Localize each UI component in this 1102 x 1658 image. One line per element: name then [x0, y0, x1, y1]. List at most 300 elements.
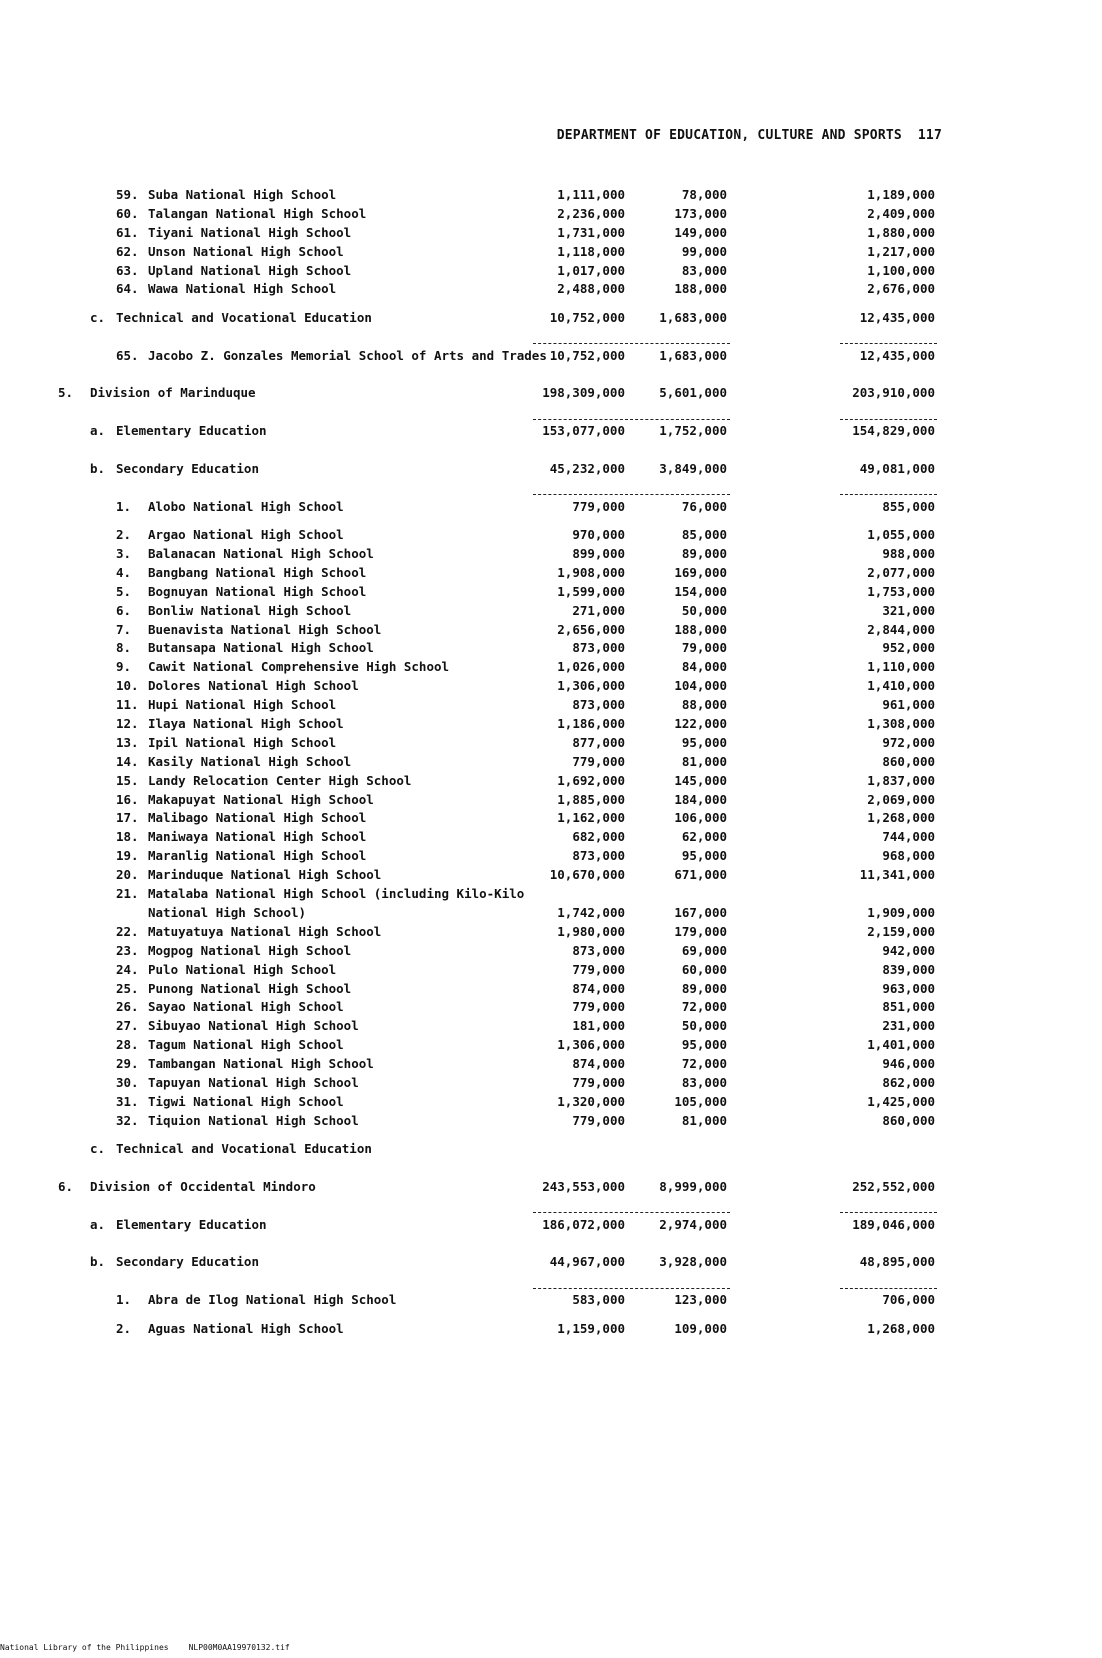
amount-column-1: 1,306,000 — [557, 1037, 625, 1053]
amount-total: 2,077,000 — [867, 564, 935, 580]
amount-column-2: 149,000 — [674, 224, 727, 240]
row-number: 2. — [116, 527, 132, 543]
table-row — [0, 545, 1102, 564]
amount-column-1: 10,752,000 — [549, 309, 625, 325]
row-number: 1. — [116, 498, 132, 514]
amount-column-2: 60,000 — [681, 961, 727, 977]
row-label: Secondary Education — [116, 460, 259, 476]
amount-column-2: 50,000 — [681, 602, 727, 618]
row-label: Balanacan National High School — [148, 546, 374, 562]
row-label: Technical and Vocational Education — [116, 1141, 372, 1157]
amount-total: 12,435,000 — [859, 309, 935, 325]
row-number: 29. — [116, 1056, 139, 1072]
table-row — [0, 791, 1102, 810]
row-number: 12. — [116, 716, 139, 732]
row-number: 65. — [116, 347, 139, 363]
row-label: Butansapa National High School — [148, 640, 374, 656]
row-number: 1. — [116, 1292, 132, 1308]
amount-total: 321,000 — [882, 602, 935, 618]
row-label: Kasily National High School — [148, 753, 352, 769]
amount-column-1: 153,077,000 — [542, 423, 625, 439]
row-number: 24. — [116, 961, 139, 977]
amount-column-2: 85,000 — [681, 527, 727, 543]
amount-column-1: 1,320,000 — [557, 1093, 625, 1109]
table-row — [0, 923, 1102, 942]
row-label: Matuyatuya National High School — [148, 923, 382, 939]
amount-column-1: 873,000 — [572, 848, 625, 864]
amount-total: 1,753,000 — [867, 583, 935, 599]
amount-column-1: 243,553,000 — [542, 1178, 625, 1194]
row-label: Tapuyan National High School — [148, 1074, 359, 1090]
row-label: Pulo National High School — [148, 961, 337, 977]
amount-total: 2,069,000 — [867, 791, 935, 807]
row-label: Malibago National High School — [148, 810, 367, 826]
amount-column-1: 899,000 — [572, 546, 625, 562]
amount-column-1: 1,026,000 — [557, 659, 625, 675]
row-label: Mogpog National High School — [148, 942, 352, 958]
amount-total: 2,159,000 — [867, 923, 935, 939]
page-footer — [0, 1643, 310, 1652]
table-row — [0, 621, 1102, 640]
amount-total: 860,000 — [882, 753, 935, 769]
row-number: 5. — [58, 385, 74, 401]
table-row — [0, 998, 1102, 1017]
table-row — [0, 809, 1102, 828]
table-row — [0, 677, 1102, 696]
amount-column-1: 1,159,000 — [557, 1320, 625, 1336]
amount-total: 1,055,000 — [867, 527, 935, 543]
row-label: Tiquion National High School — [148, 1112, 359, 1128]
row-label: Ilaya National High School — [148, 716, 344, 732]
amount-total: 252,552,000 — [852, 1178, 935, 1194]
row-label: Alobo National High School — [148, 498, 344, 514]
row-label: Punong National High School — [148, 980, 352, 996]
amount-column-1: 779,000 — [572, 961, 625, 977]
amount-total: 1,410,000 — [867, 678, 935, 694]
row-number: 16. — [116, 791, 139, 807]
amount-column-1: 583,000 — [572, 1292, 625, 1308]
row-label: Wawa National High School — [148, 281, 337, 297]
row-number: 15. — [116, 772, 139, 788]
table-row — [0, 1282, 1102, 1320]
row-number: 31. — [116, 1093, 139, 1109]
amount-column-2: 83,000 — [681, 262, 727, 278]
row-number: 23. — [116, 942, 139, 958]
amount-column-2: 167,000 — [674, 904, 727, 920]
row-number: 5. — [116, 583, 132, 599]
amount-total: 860,000 — [882, 1112, 935, 1128]
table-row — [0, 564, 1102, 583]
amount-total: 839,000 — [882, 961, 935, 977]
amount-column-2: 69,000 — [681, 942, 727, 958]
row-label: Marinduque National High School — [148, 867, 382, 883]
amount-total: 1,401,000 — [867, 1037, 935, 1053]
row-label: Elementary Education — [116, 1216, 267, 1232]
table-row — [0, 243, 1102, 262]
amount-column-1: 1,306,000 — [557, 678, 625, 694]
amount-column-2: 109,000 — [674, 1320, 727, 1336]
amount-column-1: 45,232,000 — [549, 460, 625, 476]
amount-column-2: 89,000 — [681, 980, 727, 996]
row-label: Elementary Education — [116, 423, 267, 439]
table-row — [0, 299, 1102, 337]
row-number: 14. — [116, 753, 139, 769]
amount-column-1: 779,000 — [572, 1074, 625, 1090]
amount-column-2: 84,000 — [681, 659, 727, 675]
amount-column-2: 81,000 — [681, 753, 727, 769]
table-row — [0, 526, 1102, 545]
table-row — [0, 980, 1102, 999]
table-row — [0, 413, 1102, 451]
row-number: 25. — [116, 980, 139, 996]
table-row — [0, 1093, 1102, 1112]
amount-column-2: 105,000 — [674, 1093, 727, 1109]
amount-column-1: 682,000 — [572, 829, 625, 845]
amount-total: 1,308,000 — [867, 716, 935, 732]
table-row — [0, 961, 1102, 980]
row-number: 17. — [116, 810, 139, 826]
table-row — [0, 1320, 1102, 1339]
amount-column-1: 779,000 — [572, 1112, 625, 1128]
amount-column-2: 123,000 — [674, 1292, 727, 1308]
amount-column-1: 10,670,000 — [549, 867, 625, 883]
amount-total: 952,000 — [882, 640, 935, 656]
page-number: 117 — [917, 128, 942, 143]
table-row — [0, 205, 1102, 224]
amount-total: 1,909,000 — [867, 904, 935, 920]
row-number: 8. — [116, 640, 132, 656]
row-number: c. — [90, 309, 106, 325]
table-row — [0, 639, 1102, 658]
amount-total: 706,000 — [882, 1292, 935, 1308]
amount-total: 189,046,000 — [852, 1216, 935, 1232]
amount-total: 942,000 — [882, 942, 935, 958]
row-number: c. — [90, 1141, 106, 1157]
row-number: 30. — [116, 1074, 139, 1090]
amount-column-1: 44,967,000 — [549, 1254, 625, 1270]
table-row — [0, 1055, 1102, 1074]
row-label: Hupi National High School — [148, 697, 337, 713]
table-row — [0, 1074, 1102, 1093]
table-row — [0, 753, 1102, 772]
amount-column-2: 95,000 — [681, 848, 727, 864]
row-label: Aguas National High School — [148, 1320, 344, 1336]
page-header-title: DEPARTMENT OF EDUCATION, CULTURE AND SPORTS — [556, 128, 902, 143]
table-row — [0, 186, 1102, 205]
row-label: Tigwi National High School — [148, 1093, 344, 1109]
row-label: Sibuyao National High School — [148, 1018, 359, 1034]
row-label: Upland National High School — [148, 262, 352, 278]
amount-total: 963,000 — [882, 980, 935, 996]
amount-column-2: 76,000 — [681, 498, 727, 514]
amount-column-2: 2,974,000 — [659, 1216, 727, 1232]
appropriations-table — [0, 186, 1102, 1339]
table-row — [0, 1168, 1102, 1206]
row-number: 62. — [116, 243, 139, 259]
table-row — [0, 847, 1102, 866]
table-row — [0, 1244, 1102, 1282]
amount-column-2: 95,000 — [681, 734, 727, 750]
amount-total: 2,844,000 — [867, 621, 935, 637]
footer-file: NLP00M0AA19970132.tif — [188, 1643, 290, 1652]
row-number: 59. — [116, 187, 139, 202]
table-row — [0, 772, 1102, 791]
table-row — [0, 1206, 1102, 1244]
amount-column-1: 186,072,000 — [542, 1216, 625, 1232]
amount-total: 1,217,000 — [867, 243, 935, 259]
amount-column-1: 873,000 — [572, 697, 625, 713]
row-number: 6. — [58, 1178, 74, 1194]
row-number: 60. — [116, 205, 139, 221]
amount-column-1: 873,000 — [572, 640, 625, 656]
row-number: b. — [90, 1254, 106, 1270]
table-row — [0, 1036, 1102, 1055]
row-number: 26. — [116, 999, 139, 1015]
amount-column-1: 779,000 — [572, 498, 625, 514]
amount-column-1: 874,000 — [572, 1056, 625, 1072]
row-number: 7. — [116, 621, 132, 637]
table-row — [0, 451, 1102, 489]
row-label-line2: National High School) — [148, 904, 307, 920]
amount-total: 48,895,000 — [859, 1254, 935, 1270]
table-row — [0, 1112, 1102, 1131]
amount-column-1: 1,908,000 — [557, 564, 625, 580]
amount-column-2: 3,928,000 — [659, 1254, 727, 1270]
row-number: 28. — [116, 1037, 139, 1053]
amount-column-1: 1,111,000 — [557, 187, 625, 202]
row-number: 13. — [116, 734, 139, 750]
amount-column-1: 1,731,000 — [557, 224, 625, 240]
amount-column-1: 779,000 — [572, 753, 625, 769]
amount-column-1: 1,742,000 — [557, 904, 625, 920]
row-number: 3. — [116, 546, 132, 562]
amount-column-1: 779,000 — [572, 999, 625, 1015]
amount-column-1: 181,000 — [572, 1018, 625, 1034]
row-label: Bonliw National High School — [148, 602, 352, 618]
amount-total: 862,000 — [882, 1074, 935, 1090]
row-label: Ipil National High School — [148, 734, 337, 750]
table-row — [0, 942, 1102, 961]
table-row — [0, 488, 1102, 526]
amount-total: 2,409,000 — [867, 205, 935, 221]
amount-total: 744,000 — [882, 829, 935, 845]
amount-total: 203,910,000 — [852, 385, 935, 401]
amount-column-2: 79,000 — [681, 640, 727, 656]
amount-column-2: 78,000 — [681, 187, 727, 202]
row-label: Technical and Vocational Education — [116, 309, 372, 325]
row-number: 11. — [116, 697, 139, 713]
table-row — [0, 658, 1102, 677]
row-number: 6. — [116, 602, 132, 618]
amount-total: 851,000 — [882, 999, 935, 1015]
row-label: Suba National High School — [148, 187, 337, 202]
amount-column-1: 874,000 — [572, 980, 625, 996]
table-row — [0, 583, 1102, 602]
amount-total: 1,837,000 — [867, 772, 935, 788]
amount-column-2: 5,601,000 — [659, 385, 727, 401]
row-label: Unson National High School — [148, 243, 344, 259]
amount-total: 1,189,000 — [867, 187, 935, 202]
amount-column-2: 95,000 — [681, 1037, 727, 1053]
amount-column-2: 1,683,000 — [659, 309, 727, 325]
amount-column-2: 145,000 — [674, 772, 727, 788]
row-label: Talangan National High School — [148, 205, 367, 221]
amount-column-2: 188,000 — [674, 621, 727, 637]
amount-column-1: 970,000 — [572, 527, 625, 543]
row-label: Maniwaya National High School — [148, 829, 367, 845]
row-label: Tagum National High School — [148, 1037, 344, 1053]
table-row — [0, 885, 1102, 923]
row-label: Tambangan National High School — [148, 1056, 374, 1072]
table-row — [0, 1017, 1102, 1036]
row-label: Bognuyan National High School — [148, 583, 367, 599]
row-label: Makapuyat National High School — [148, 791, 374, 807]
table-row — [0, 375, 1102, 413]
row-number: 64. — [116, 281, 139, 297]
amount-column-2: 188,000 — [674, 281, 727, 297]
amount-column-2: 99,000 — [681, 243, 727, 259]
row-label-line1: Matalaba National High School (including Kilo-Kilo — [148, 886, 525, 902]
amount-column-2: 169,000 — [674, 564, 727, 580]
table-row — [0, 280, 1102, 299]
row-label: Secondary Education — [116, 1254, 259, 1270]
row-number: 9. — [116, 659, 132, 675]
row-number: 21. — [116, 886, 139, 902]
amount-total: 11,341,000 — [859, 867, 935, 883]
amount-total: 1,110,000 — [867, 659, 935, 675]
amount-total: 1,268,000 — [867, 810, 935, 826]
row-number: a. — [90, 1216, 106, 1232]
row-number: 10. — [116, 678, 139, 694]
amount-column-1: 1,162,000 — [557, 810, 625, 826]
amount-column-1: 10,752,000 — [549, 347, 625, 363]
amount-total: 961,000 — [882, 697, 935, 713]
amount-total: 2,676,000 — [867, 281, 935, 297]
amount-total: 1,268,000 — [867, 1320, 935, 1336]
amount-total: 49,081,000 — [859, 460, 935, 476]
amount-column-2: 62,000 — [681, 829, 727, 845]
row-label: Tiyani National High School — [148, 224, 352, 240]
amount-total: 972,000 — [882, 734, 935, 750]
amount-column-2: 72,000 — [681, 999, 727, 1015]
row-number: 22. — [116, 923, 139, 939]
table-row — [0, 734, 1102, 753]
row-number: 18. — [116, 829, 139, 845]
amount-column-2: 1,752,000 — [659, 423, 727, 439]
amount-total: 946,000 — [882, 1056, 935, 1072]
amount-column-1: 2,488,000 — [557, 281, 625, 297]
row-label: Division of Occidental Mindoro — [90, 1178, 316, 1194]
amount-total: 1,880,000 — [867, 224, 935, 240]
amount-column-1: 271,000 — [572, 602, 625, 618]
row-number: a. — [90, 423, 106, 439]
row-label: Dolores National High School — [148, 678, 359, 694]
table-row — [0, 715, 1102, 734]
row-number: 2. — [116, 1320, 132, 1336]
amount-column-1: 877,000 — [572, 734, 625, 750]
amount-column-1: 198,309,000 — [542, 385, 625, 401]
table-row — [0, 866, 1102, 885]
amount-column-2: 89,000 — [681, 546, 727, 562]
amount-total: 1,425,000 — [867, 1093, 935, 1109]
row-label — [148, 885, 524, 923]
amount-total: 12,435,000 — [859, 347, 935, 363]
table-row — [0, 828, 1102, 847]
amount-column-2: 3,849,000 — [659, 460, 727, 476]
table-row — [0, 602, 1102, 621]
amount-column-2: 72,000 — [681, 1056, 727, 1072]
amount-column-2: 106,000 — [674, 810, 727, 826]
amount-column-1: 1,118,000 — [557, 243, 625, 259]
amount-column-2: 104,000 — [674, 678, 727, 694]
row-label: Sayao National High School — [148, 999, 344, 1015]
amount-column-2: 173,000 — [674, 205, 727, 221]
row-number: b. — [90, 460, 106, 476]
table-row — [0, 1131, 1102, 1169]
amount-total: 231,000 — [882, 1018, 935, 1034]
amount-column-2: 184,000 — [674, 791, 727, 807]
table-row — [0, 224, 1102, 243]
amount-total: 855,000 — [882, 498, 935, 514]
amount-column-2: 179,000 — [674, 923, 727, 939]
row-number: 27. — [116, 1018, 139, 1034]
amount-column-2: 671,000 — [674, 867, 727, 883]
row-label: Jacobo Z. Gonzales Memorial School of Arts and Trades — [148, 347, 547, 363]
amount-total: 968,000 — [882, 848, 935, 864]
row-label: Bangbang National High School — [148, 564, 367, 580]
row-number: 61. — [116, 224, 139, 240]
row-number: 19. — [116, 848, 139, 864]
amount-column-1: 1,186,000 — [557, 716, 625, 732]
amount-total: 988,000 — [882, 546, 935, 562]
amount-column-2: 8,999,000 — [659, 1178, 727, 1194]
row-label: Abra de Ilog National High School — [148, 1292, 397, 1308]
amount-column-1: 2,236,000 — [557, 205, 625, 221]
amount-column-1: 1,599,000 — [557, 583, 625, 599]
amount-column-2: 88,000 — [681, 697, 727, 713]
row-label: Cawit National Comprehensive High School — [148, 659, 450, 675]
footer-library: National Library of the Philippines — [0, 1643, 169, 1652]
table-row — [0, 696, 1102, 715]
amount-column-1: 1,885,000 — [557, 791, 625, 807]
row-number: 32. — [116, 1112, 139, 1128]
row-label: Landy Relocation Center High School — [148, 772, 412, 788]
table-row — [0, 262, 1102, 281]
row-number: 20. — [116, 867, 139, 883]
amount-column-2: 154,000 — [674, 583, 727, 599]
table-row — [0, 337, 1102, 375]
row-label: Buenavista National High School — [148, 621, 382, 637]
amount-column-2: 50,000 — [681, 1018, 727, 1034]
amount-column-1: 2,656,000 — [557, 621, 625, 637]
row-label: Division of Marinduque — [90, 385, 256, 401]
amount-column-1: 1,980,000 — [557, 923, 625, 939]
amount-column-2: 1,683,000 — [659, 347, 727, 363]
amount-total: 154,829,000 — [852, 423, 935, 439]
amount-column-1: 1,017,000 — [557, 262, 625, 278]
amount-column-1: 1,692,000 — [557, 772, 625, 788]
amount-column-2: 122,000 — [674, 716, 727, 732]
amount-column-2: 83,000 — [681, 1074, 727, 1090]
row-number: 4. — [116, 564, 132, 580]
row-number: 63. — [116, 262, 139, 278]
row-label: Maranlig National High School — [148, 848, 367, 864]
page-header — [557, 128, 942, 143]
amount-column-1: 873,000 — [572, 942, 625, 958]
amount-column-2: 81,000 — [681, 1112, 727, 1128]
amount-total: 1,100,000 — [867, 262, 935, 278]
row-label: Argao National High School — [148, 527, 344, 543]
